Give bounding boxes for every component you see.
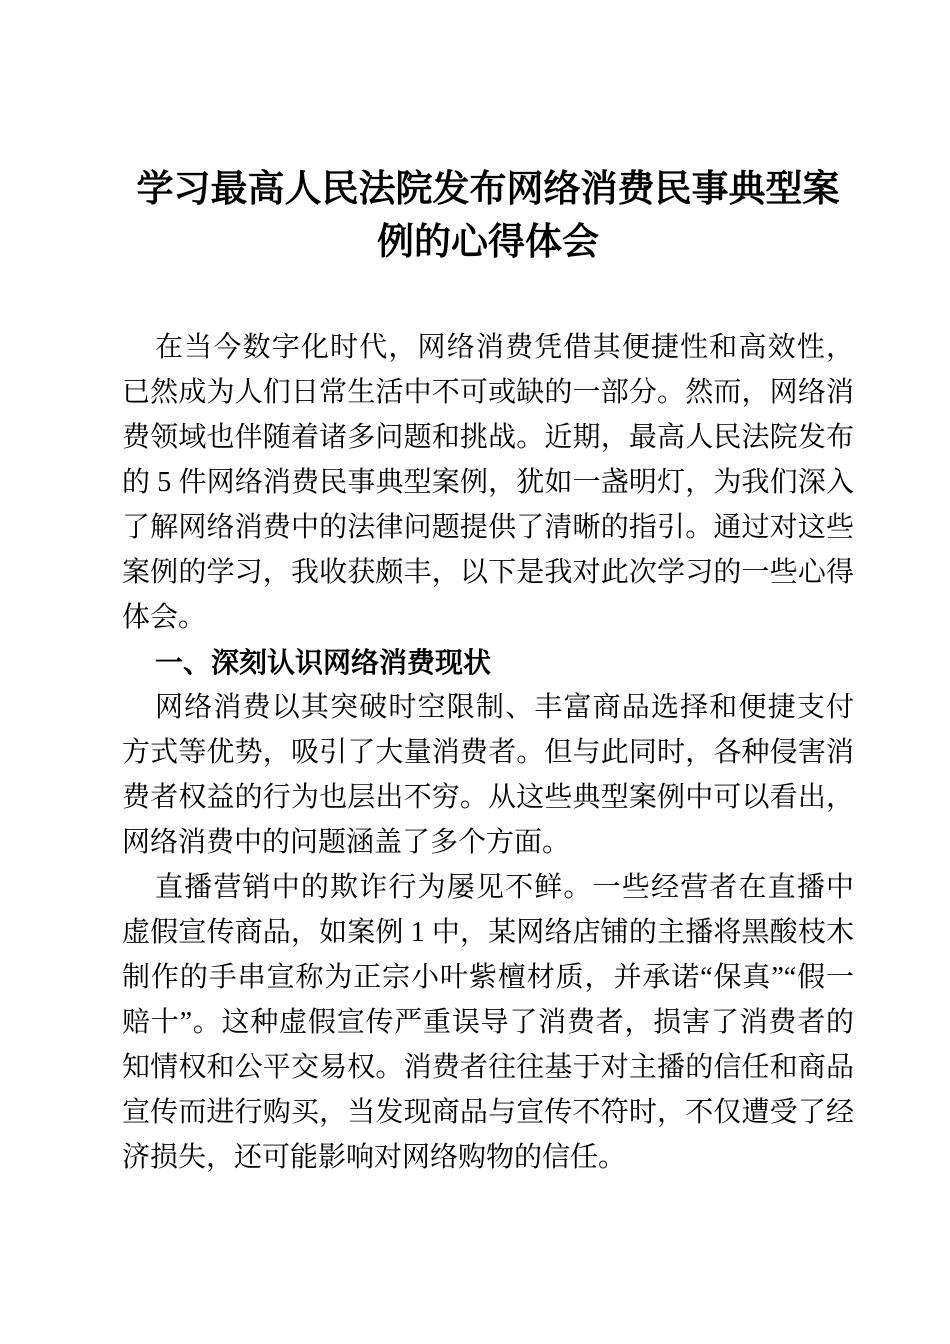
paragraph-livestream-fraud: 直播营销中的欺诈行为屡见不鲜。一些经营者在直播中虚假宣传商品，如案例 1 中，某网络店铺的主播将黑酸枝木制作的手串宣称为正宗小叶紫檀材质，并承诺“保真”“假一赔十”。这种虚假宣传严重误导了消费者，损害了消费者的知情权和公平交易权。消费者往往基于对主播的信任和商品宣传而进行购买，当发现商品与宣传不符时，不仅遭受了经济损失，还可能影响对网络购物的信任。: [122, 872, 854, 1173]
document-title: 学习最高人民法院发布网络消费民事典型案例的心得体会: [136, 169, 840, 263]
section-heading-online-consumption-status: 一、深刻认识网络消费现状: [155, 647, 492, 678]
paragraph-introduction: 在当今数字化时代，网络消费凭借其便捷性和高效性，已然成为人们日常生活中不可或缺的一部分。然而，网络消费领域也伴随着诸多问题和挑战。近期，最高人民法院发布的 5 件网络消费民事典型案例，犹如一盏明灯，为我们深入了解网络消费中的法律问题提供了清晰的指引。通过对这些案例的学习，我收获颇丰，以下是我对此次学习的一些心得体会。: [122, 332, 854, 633]
paragraph-consumption-status: 网络消费以其突破时空限制、丰富商品选择和便捷支付方式等优势，吸引了大量消费者。但与此同时，各种侵害消费者权益的行为也层出不穷。从这些典型案例中可以看出，网络消费中的问题涵盖了多个方面。: [122, 692, 854, 858]
